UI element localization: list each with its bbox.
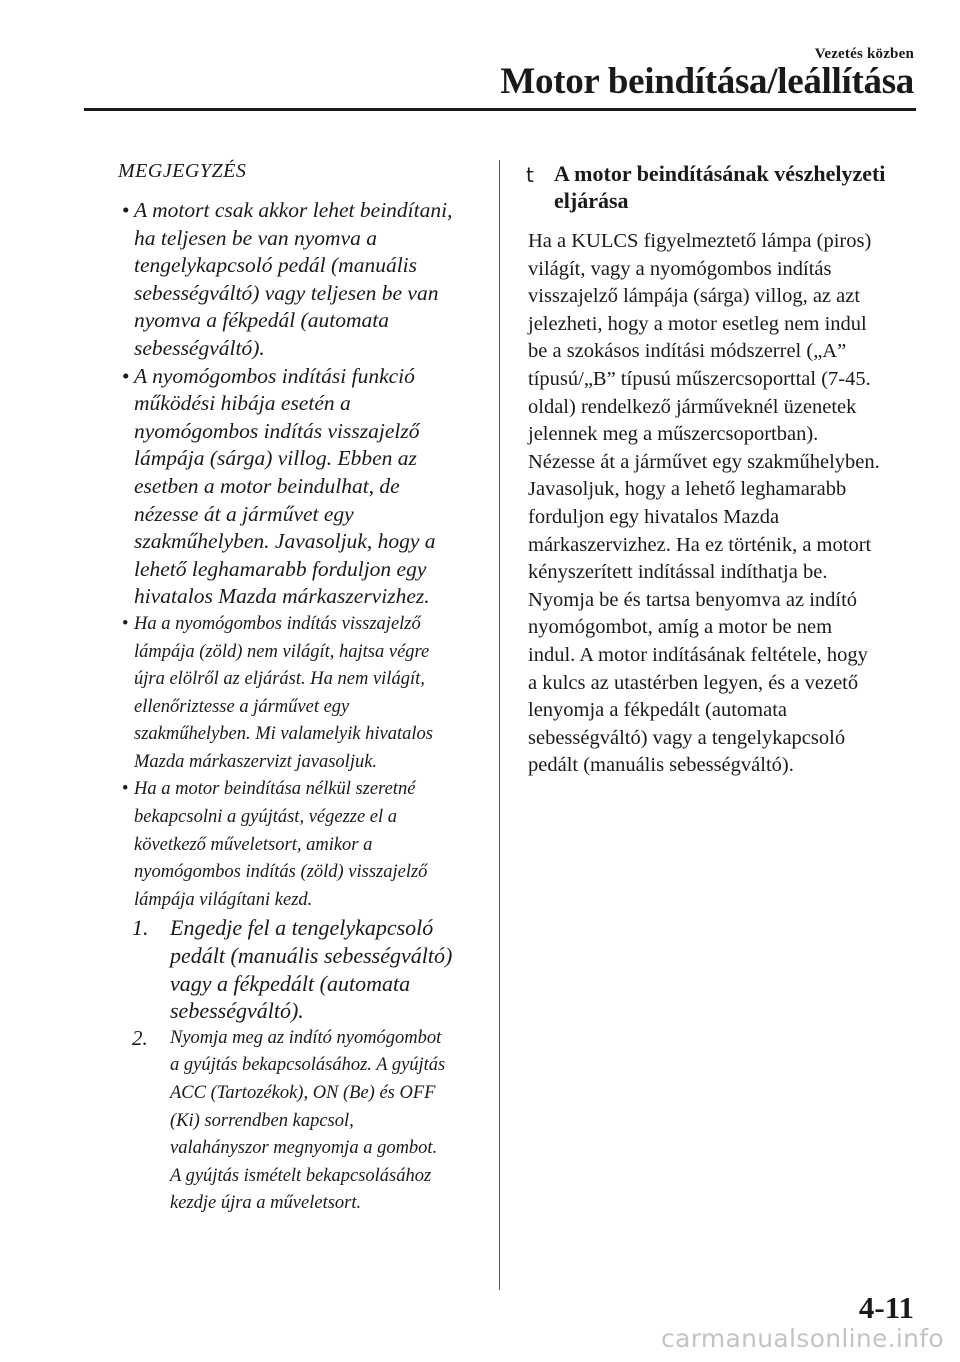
text-line: Mazda márkaszervizt javasoljuk. [134, 751, 378, 772]
text-line: nyomógombot, amíg a motor be nem [528, 616, 833, 639]
text-line: A nyomógombos indítási funkció [134, 363, 415, 388]
text-line: oldal) rendelkező járműveknél üzenetek [528, 395, 857, 418]
text-line: hivatalos Mazda márkaszervizhez. [134, 584, 430, 609]
header-rule [84, 108, 916, 111]
text-line: kényszerített indítással indíthatja be. [528, 561, 828, 584]
text-line: újra elölről az eljárást. Ha nem világít, [134, 669, 425, 690]
text-line: be a szokásos indítási módszerrel („A” [528, 340, 847, 363]
page-header [0, 0, 960, 120]
section-body [528, 228, 916, 780]
text-line: sebességváltó) vagy a tengelykapcsoló [528, 726, 846, 749]
note-bullet-4 [84, 776, 484, 914]
text-line: indul. A motor indításának feltétele, hogy [528, 643, 868, 666]
text-line: jelennek meg a műszercsoportban). [528, 423, 819, 446]
text-line: lenyomja a fékpedált (automata [528, 699, 787, 722]
watermark: carmanualsonline.info [661, 1324, 944, 1353]
text-line: nézesse át a járművet egy [134, 501, 354, 526]
column-divider [499, 160, 500, 1290]
text-line: kezdje újra a műveletsort. [170, 1193, 362, 1214]
text-line: a gyújtás bekapcsolásához. A gyújtás [170, 1055, 446, 1076]
text-line: szakműhelyben. Javasoljuk, hogy a [134, 529, 436, 554]
text-line: Engedje fel a tengelykapcsoló [170, 915, 434, 941]
step-number: 1. [132, 915, 149, 941]
text-line: ellenőriztesse a járművet egy [134, 696, 350, 717]
text-line: Nyomja meg az indító nyomógombot [170, 1027, 442, 1048]
text-line: ha teljesen be van nyomva a [134, 225, 377, 250]
text-line: Ha a motor beindítása nélkül szeretné [134, 779, 416, 800]
note-bullet-3 [84, 611, 484, 777]
section-marker-icon: t [526, 163, 534, 187]
text-line: sebességváltó) vagy teljesen be van [134, 280, 439, 305]
text-line: típusú/„B” típusú műszercsoporttal (7-45. [528, 367, 871, 390]
text-line: visszajelző lámpája (sárga) villog, az azt [528, 285, 861, 308]
bullet-dot: • [122, 613, 129, 634]
header-section-label: Vezetés közben [814, 46, 914, 62]
text-line: valahányszor megnyomja a gombot. [170, 1138, 438, 1159]
text-line: tengelykapcsoló pedál (manuális [134, 253, 418, 278]
note-step-1 [84, 914, 484, 1024]
text-line: pedált (manuális sebességváltó). [528, 754, 794, 777]
text-line: lámpája világítani kezd. [134, 889, 313, 910]
text-line: esetben a motor beindulhat, de [134, 473, 400, 498]
text-line: lámpája (zöld) nem világít, hajtsa végre [134, 641, 430, 662]
text-line: jelezheti, hogy a motor esetleg nem indul [528, 312, 867, 335]
text-line: ACC (Tartozékok), ON (Be) és OFF [170, 1083, 436, 1103]
note-step-text [170, 914, 484, 1024]
text-line: következő műveletsort, amikor a [134, 834, 373, 855]
note-bullet-text [134, 611, 484, 777]
step-number: 2. [132, 1025, 148, 1050]
text-line: A gyújtás ismételt bekapcsolásához [170, 1165, 432, 1186]
note-bullet-2 [84, 363, 484, 611]
bullet-dot: • [122, 363, 130, 388]
note-bullet-1 [84, 197, 484, 363]
text-line: Ha a nyomógombos indítás visszajelző [134, 613, 421, 634]
text-line: Nyomja be és tartsa benyomva az indító [528, 588, 858, 611]
text-line: nyomógombos indítás (zöld) visszajelző [134, 862, 428, 883]
header-title: Motor beindítása/leállítása [500, 61, 914, 102]
text-line: Javasoljuk, hogy a lehető leghamarabb [528, 478, 847, 501]
note-bullet-text [134, 363, 484, 611]
section-heading [514, 160, 916, 214]
note-step-text [170, 1025, 484, 1218]
text-line: lehető leghamarabb forduljon egy [134, 556, 427, 581]
text-line: (Ki) sorrendben kapcsol, [170, 1110, 354, 1131]
text-line: a kulcs az utastérben legyen, és a vezető [528, 671, 859, 694]
text-line: sebességváltó). [170, 998, 304, 1024]
section-column [514, 160, 916, 780]
text-line: Nézesse át a járművet egy szakműhelyben. [528, 450, 880, 473]
text-line: világít, vagy a nyomógombos indítás [528, 257, 832, 280]
bullet-dot: • [122, 779, 129, 800]
note-bullet-text [134, 197, 484, 363]
note-step-2 [84, 1025, 484, 1218]
note-title: MEGJEGYZÉS [118, 160, 247, 182]
note-column [84, 160, 484, 1218]
note-bullet-text [134, 776, 484, 914]
heading-line: eljárása [554, 188, 629, 213]
text-line: Ha a KULCS figyelmeztető lámpa (piros) [528, 230, 872, 252]
text-line: lámpája (sárga) villog. Ebben az [134, 446, 417, 471]
text-line: működési hibája esetén a [134, 391, 351, 416]
text-line: bekapcsolni a gyújtást, végezze el a [134, 807, 398, 828]
text-line: nyomógombos indítás visszajelző [134, 418, 420, 443]
text-line: szakműhelyben. Mi valamelyik hivatalos [134, 724, 433, 745]
text-line: A motort csak akkor lehet beindítani, [134, 198, 453, 222]
text-line: pedált (manuális sebességváltó) [170, 943, 453, 969]
text-line: márkaszervizhez. Ha ez történik, a motort [528, 533, 872, 556]
text-line: sebességváltó). [134, 335, 265, 360]
text-line: vagy a fékpedált (automata [170, 970, 411, 996]
page-number: 4-11 [858, 1290, 914, 1325]
text-line: forduljon egy hivatalos Mazda [528, 505, 780, 528]
heading-line: A motor beindításának vészhelyzeti [554, 161, 886, 186]
bullet-dot: • [122, 198, 130, 222]
text-line: nyomva a fékpedál (automata [134, 308, 389, 333]
